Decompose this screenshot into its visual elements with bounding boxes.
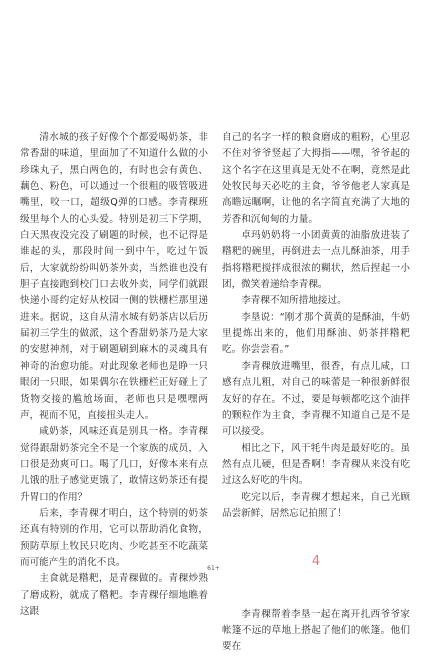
- left-text-column: [20, 130, 208, 620]
- paragraph: 卓玛奶奶将一小团黄黄的油脂放进装了糌粑的碗里，再倒进去一点儿酥油茶，用手指将糌粑搅拌成很浓的糊状，然后捏起一小团，微笑着递给李青稞。: [222, 230, 410, 291]
- paragraph: 吃完以后，李青稞才想起来，自己光顾品尝新鲜，居然忘记拍照了！: [222, 491, 410, 519]
- page-number: 61+: [207, 565, 220, 572]
- paragraph: 李青稞放进嘴里，很香，有点儿咸，口感有点儿粗，对自己的味蕾是一种很新鲜很友好的存在。不过，要是每顿都吃这个油拌的颗粒作为主食，李青稞不知道自己是不是可以接受。: [222, 360, 410, 438]
- paragraph: 相比之下，风干牦牛肉是最好吃的。虽然有点儿硬，但是香啊！李青稞从来没有吃过这么好吃的牛肉。: [222, 442, 410, 487]
- paragraph: 李青稞不知所措地接过。: [241, 295, 347, 307]
- paragraph: 后来，李青稞才明白，这个特别的奶茶还真有特别的作用，它可以帮助消化食物，预防草原上牧民只吃肉、少吃甚至不吃蔬菜而可能产生的消化不良。: [20, 507, 208, 568]
- paragraph: 清水城的孩子好像个个都爱喝奶茶，非常香甜的味道，里面加了不知道什么做的小珍珠丸子，黑白两色的，有时也会有黄色、藕色、粉色，可以通过一个很粗的吸管吸进嘴里，咬一口，超级Q弹的口感。李青稞班级里每个人的心头爱。特别是初三下学期，白天黑夜没完没了刷题的时候，也不记得是谁起的头，那段时间一到中午，吃过午饭后，大家就纷纷叫奶茶外卖，当然谁也没有胆子直接跑到校门口去收外卖，同学们就跟快递小哥约定好从校园一侧的铁栅栏那里递进来。据说，这自从清水城有奶茶店以后历届初三学生的做派，这个香甜奶茶乃是大家的安慰神剂，对于刷题刷到麻木的灵魂具有神奇的治愈功能。对此现象老师也是睁一只眼闭一只眼，如果偶尔在铁栅栏正好碰上了货物交接的尴尬场面，老师也只是嘿嘿两声，视而不见，直接扭头走人。: [20, 132, 208, 421]
- chapter-number: 4: [311, 554, 321, 570]
- paragraph: 主食就是糌粑，是青稞做的。青稞炒熟了磨成粉，就成了糌粑。李青稞仔细地瞧着这跟: [20, 573, 208, 617]
- paragraph: 李青稞帮着李垦一起在离开扎西爷爷家帐篷不远的草地上搭起了他们的帐篷。他们要在: [222, 608, 410, 653]
- paragraph: 自己的名字一样的粮食磨成的粗粉，心里忍不住对爷爷竖起了大拇指——嘿，爷爷起的这个名字在这里真是无处不在啊，竟然是此处牧民每天必吃的主食，爷爷他老人家真是高瞻远瞩啊，让他的名字简直充满了大地的芳香和沉甸甸的力量。: [222, 132, 410, 225]
- right-text-column: [222, 130, 410, 656]
- paragraph: 咸奶茶，风味还真是别具一格。李青稞觉得跟甜奶茶完全不是一个家族的成员，入口很是劲爽可口。喝了几口，好像本来有点儿饿的肚子感觉更饿了，敢情这奶茶还有提升胃口的作用？: [20, 426, 208, 503]
- paragraph: 李垦说：“刚才那个黄黄的是酥油，牛奶里提炼出来的，他们用酥油、奶茶拌糌粑吃。你尝尝看。”: [222, 311, 410, 356]
